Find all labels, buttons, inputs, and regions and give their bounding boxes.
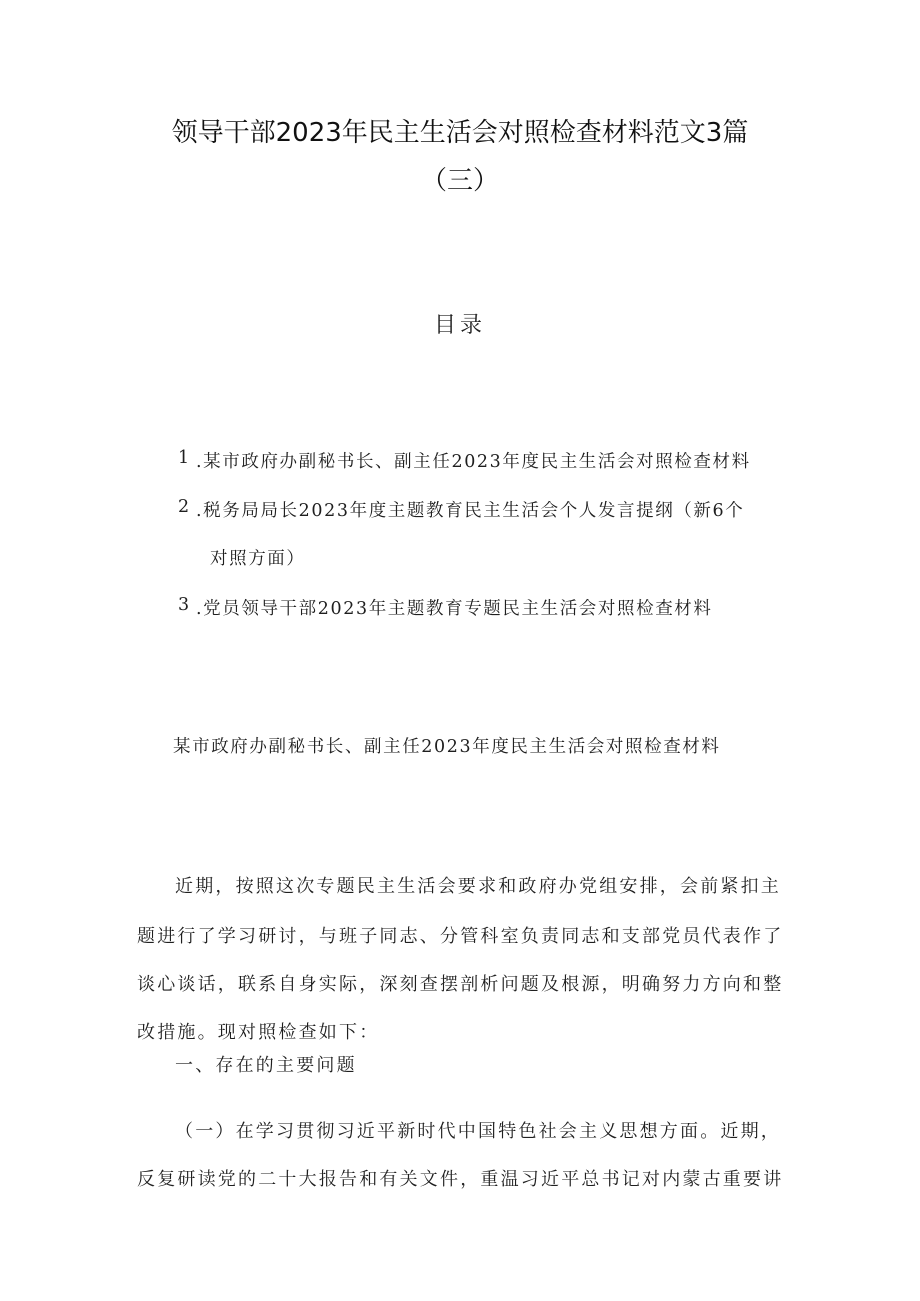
paragraph-line: 谈心谈话，联系自身实际，深刻查摆剖析问题及根源，明确努力方向和整 (137, 974, 784, 995)
toc-item-2-continuation[interactable]: 对照方面） (210, 549, 306, 569)
section-heading: 一、存在的主要问题 (175, 1055, 357, 1076)
toc-item-1-link[interactable]: .某市政府办副秘书长、副主任2023年度民主生活会对照检查材料 (196, 452, 751, 472)
section-title: 某市政府办副秘书长、副主任2023年度民主生活会对照检查材料 (173, 737, 721, 757)
toc-item-3-number: 3 (178, 595, 190, 615)
toc-item-2-number: 2 (178, 497, 190, 517)
paragraph-line: 近期，按照这次专题民主生活会要求和政府办党组安排，会前紧扣主 (175, 876, 781, 897)
document-title: 领导干部2023年民主生活会对照检查材料范文3篇 (171, 118, 749, 148)
toc-heading: 目录 (433, 313, 486, 338)
document-title-part: （三） (420, 166, 499, 196)
toc-item-3-link[interactable]: .党员领导干部2023年主题教育专题民主生活会对照检查材料 (196, 599, 713, 619)
paragraph-line: 题进行了学习研讨，与班子同志、分管科室负责同志和支部党员代表作了 (137, 926, 784, 947)
paragraph-line: 反复研读党的二十大报告和有关文件，重温习近平总书记对内蒙古重要讲 (137, 1169, 784, 1190)
paragraph-line: 改措施。现对照检查如下： (137, 1022, 380, 1043)
paragraph-line: （一）在学习贯彻习近平新时代中国特色社会主义思想方面。近期， (175, 1121, 781, 1142)
toc-item-2-link[interactable]: .税务局局长2023年度主题教育民主生活会个人发言提纲（新6个 (196, 501, 745, 521)
toc-item-1-number: 1 (178, 448, 190, 468)
